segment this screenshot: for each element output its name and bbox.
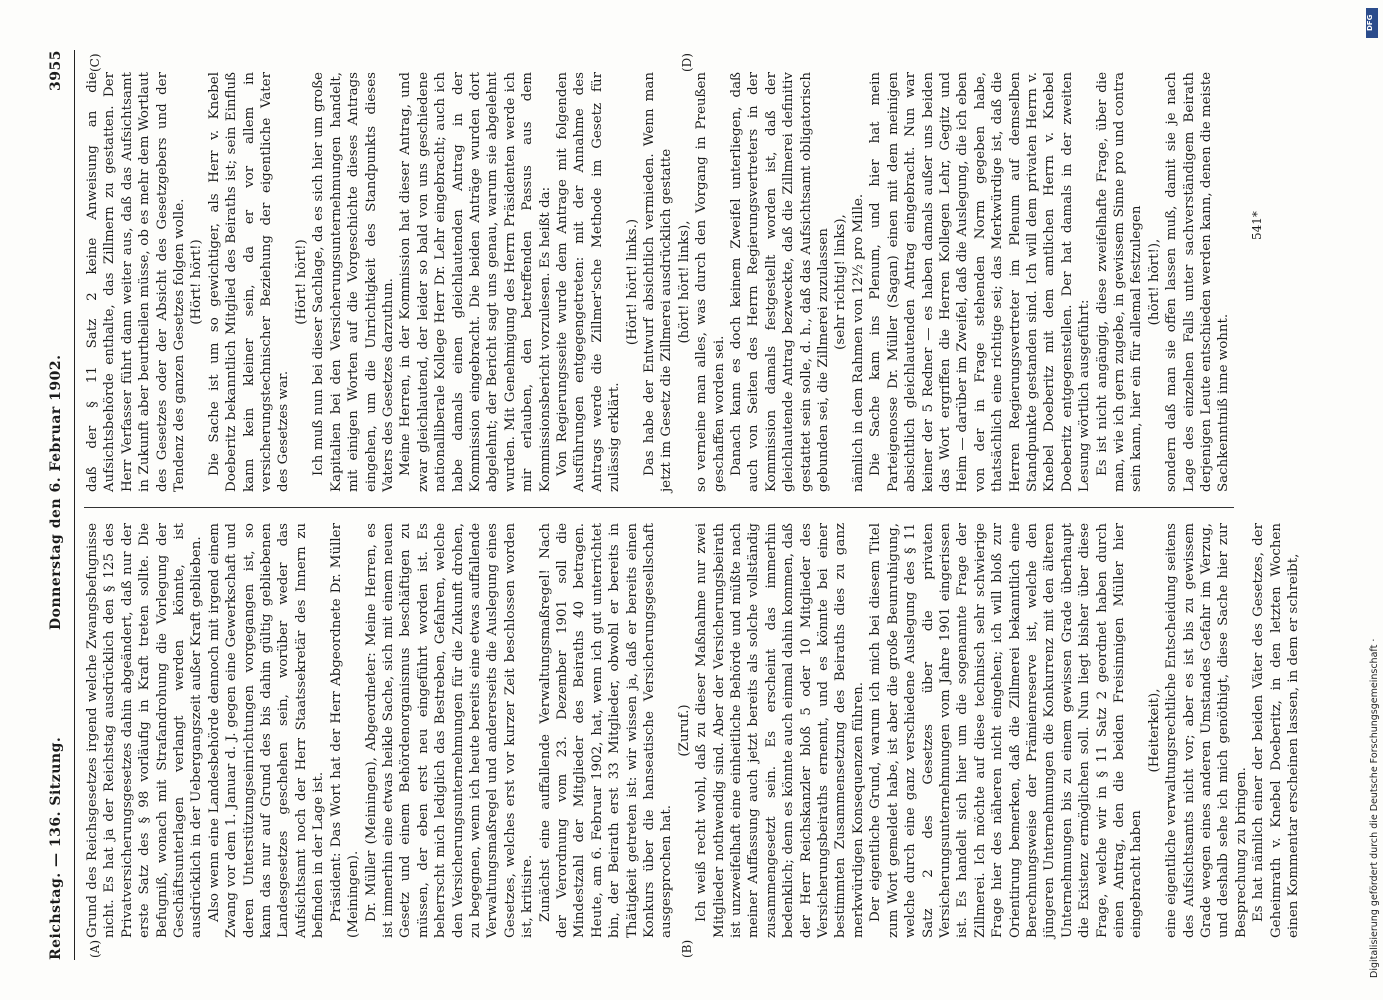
interjection: (Heiterkeit),	[1146, 688, 1162, 773]
scanned-page	[40, 50, 1305, 960]
paragraph: nämlich in dem Rahmen von 12½ pro Mille.	[850, 193, 866, 492]
interjection: (sehr richtig! links),	[833, 214, 849, 350]
right-column	[84, 72, 1234, 492]
paragraph: Der eigentliche Grund, warum ich mich bei diesem Titel zum Wort gemeldet habe, ist aber die große Beunruhigung, welche durch eine ganz verschiedene Auslegung des § 11 Satz 2 des Gesetzes über die privaten Versicherungsunternehmungen vom Jahre 1901 eingerissen ist. Es handelt sich hier um die sogenannte Frage der Zillmerei. Ich möchte auf diese technisch sehr schwierige Frage hier des näheren nicht eingehen; ich will bloß zur Orientirung bemerken, daß die Zillmerei bekanntlich eine Berechnungsweise der Prämienreserve ist, welche den jüngeren Unternehmungen die Konkurrenz mit den älteren Unternehmungen bis zu einem gewissen Grade überhaupt die Existenz ermöglichen soll. Nun liegt bisher über diese Frage, welche wir in § 11 Satz 2 geordnet haben durch einen Antrag, den die beiden Freisinnigen Müller hier eingebracht haben	[868, 523, 1145, 938]
interjection: (hört! hört!),	[1146, 238, 1162, 326]
paragraph: Zunächst eine auffallende Verwaltungsmaßregel! Nach der Verordnung vom 23. Dezember 1901 soll die Mindestzahl der Mitglieder des Beiraths 40 betragen. Heute, am 6. Februar 1902, hat, wenn ich gut unterrichtet bin, der Beirath erst 33 Mitglieder, obwohl er bereits in Thätigkeit getreten ist: wir wissen ja, daß er bereits einen Konkurs über die hanseatische Versicherungsgesellschaft ausgesprochen hat.	[537, 523, 675, 938]
paragraph: Grund des Reichsgesetzes irgend welche Zwangsbefugnisse nicht. Es hat ja der Reichstag ausdrücklich den § 125 des Privatversicherungsgesetzes dahin abgeändert, daß nur der erste Satz des § 98 vorläufig in Kraft treten sollte. Die Befugniß, wonach mit Strafandrohung die Vorlegung der Geschäftsunterlagen verlangt werden könnte, ist ausdrücklich in der Uebergangszeit außer Kraft geblieben.	[85, 523, 205, 938]
paragraph: Die Sache kam ins Plenum, und hier hat mein Parteigenosse Dr. Müller (Sagan) einen mit dem meinigen absichtlich gleichlautenden Antrag eingebracht. Nun war keiner der 5 Redner — es haben damals außer uns beiden das Wort ergriffen die Herren Kollegen Lehr, Gegitz und Heim — darüber im Zweifel, daß die Auslegung, die ich eben von der in Frage stehenden Norm gegeben habe, thatsächlich eine richtige sei; das Merkwürdige ist, daß die Herren Regierungsvertreter im Plenum auf demselben Standpunkte gestanden sind. Ich will dem privaten Herrn v. Knebel Doeberitz mit dem amtlichen Herrn v. Knebel Doeberitz entgegenstellen. Der hat damals in der zweiten Lesung wörtlich ausgeführt:	[868, 72, 1093, 492]
paragraph: Also wenn eine Landesbehörde dennoch mit irgend einem Zwang vor dem 1. Januar d. J. gegen eine Gewerkschaft und deren Unterstützungseinrichtungen vorgegangen ist, so kann das nur auf Grund des bis dahin gültig gebliebenen Landesgesetzes geschehen sein, worüber weder das Aufsichtsamt noch der Herr Staatssekretär des Innern zu befinden in der Lage ist.	[206, 523, 327, 938]
paragraph: Es hat nämlich einer der beiden Väter des Gesetzes, der Geheimrath v. Knebel Doeberitz, in den letzten Wochen einen Kommentar erscheinen lassen, in dem er schreibt,	[1251, 523, 1302, 938]
margin-marker-d: (D)	[680, 53, 694, 72]
credit-text: Digitalisierung gefördert durch die Deutsche Forschungsgemeinschaft ·	[1369, 638, 1380, 978]
paragraph: daß der § 11 Satz 2 keine Anweisung an die Aufsichtsbehörde enthalte, das Zillmern zu gestatten. Der Herr Verfasser führt dann weiter aus, daß das Aufsichtsamt in Zukunft aber beurtheilen müsse, ob es mehr dem Wortlaut des Gesetzes oder der Absicht des Gesetzgebers und der Tendenz des ganzen Gesetzes folgen wolle.	[85, 72, 188, 492]
paragraph: Ich weiß recht wohl, daß zu dieser Maßnahme nur zwei Mitglieder nothwendig sind. Aber der Versicherungsbeirath ist unzweifelhaft eine einheitliche Behörde und müßte nach meiner Auffassung auch jetzt bereits als solche vollständig zusammengesetzt sein. Es erscheint das immerhin bedenklich; denn es könnte auch einmal dahin kommen, daß der Herr Reichskanzler bloß 5 oder 10 Mitglieder des Versicherungsbeiraths ernennt, und es könnte bei einer bestimmten Zusammensetzung des Beiraths dies zu ganz merkwürdigen Konsequenzen führen.	[694, 523, 866, 938]
margin-marker-b: (B)	[680, 939, 694, 958]
paragraph: Ich muß nun bei dieser Sachlage, da es sich hier um große Kapitalien bei den Versicherungsunternehmungen handelt, mit einigen Worten auf die Vorgeschichte dieses Antrags eingehen, um die Unrichtigkeit des Standpunkts dieses Vaters des Gesetzes darzuthun.	[311, 72, 396, 492]
paragraph: Präsident: Das Wort hat der Herr Abgeordnete Dr. Müller (Meiningen).	[328, 523, 362, 938]
header-rule	[74, 50, 75, 960]
interjection: (Hört! hört!)	[293, 239, 309, 325]
paragraph: eine eigentliche verwaltungsrechtliche Entscheidung seitens des Aufsichtsamts nicht vor; aber es ist bis zu gewissem Grade wegen eines anderen Umstandes Gefahr im Verzug, und deshalb sehe ich mich genöthigt, diese Sache hier zur Besprechung zu bringen.	[1164, 523, 1249, 938]
paragraph: Meine Herren, in der Kommission hat dieser Antrag, und zwar gleichlautend, der leider so bald von uns geschiedene nationalliberale Kollege Herr Dr. Lehr eingebracht; auch ich habe damals einen gleichlautenden Antrag in der Kommission eingebracht. Die beiden Anträge wurden dort abgelehnt; der Bericht sagt uns genau, warum sie abgelehnt wurden. Mit Genehmigung des Herrn Präsidenten werde ich mir erlauben, den betreffenden Passus aus dem Kommissionsbericht vorzulesen. Es heißt da:	[398, 72, 553, 492]
interjection: (hört! hört! links),	[676, 220, 692, 344]
column-rule	[84, 507, 1234, 508]
paragraph: Die Sache ist um so gewichtiger, als Herr v. Knebel Doeberitz bekanntlich Mitglied des Beiraths ist; sein Einfluß kann kein kleiner sein, da er vor allem in versicherungstechnischer Beziehung der eigentliche Vater des Gesetzes war.	[206, 72, 292, 492]
interjection: (Hört! hört! links.)	[624, 218, 640, 346]
interjection: (Zuruf.)	[676, 704, 692, 757]
paragraph: Von Regierungsseite wurde dem Antrage mit folgenden Ausführungen entgegengetreten: mit der Annahme des Antrags werde die Zillmer'sche Methode im Gesetz für zulässig erklärt.	[554, 72, 623, 492]
margin-marker-c: (C)	[88, 53, 102, 72]
digitization-credit	[1347, 10, 1380, 990]
paragraph: Danach kann es doch keinem Zweifel unterliegen, daß auch von Seiten des Herrn Regierungsvertreters in der Kommission damals festgestellt worden ist, daß der gleichlautende Antrag bezweckte, daß die Zillmerei definitiv gestattet sein solle, d. h., daß das Aufsichtsamt obligatorisch gebunden sei, die Zillmerei zuzulassen	[729, 72, 832, 492]
margin-marker-a: (A)	[88, 939, 102, 958]
folio-number: 541*	[1250, 211, 1264, 240]
paragraph: sondern daß man sie offen lassen muß, damit sie je nach Lage des einzelnen Falls unter sachverständigem Beirath derjenigen Leute entschieden werden kann, denen die meiste Sachkenntniß inne wohnt.	[1164, 72, 1232, 492]
dfg-logo: DFG	[1366, 8, 1378, 38]
left-column	[84, 523, 1302, 938]
header-date: Donnerstag den 6. Februar 1902.	[48, 354, 64, 630]
page-number: 3955	[48, 50, 64, 91]
paragraph: so verneine man alles, was durch den Vorgang in Preußen geschaffen worden sei.	[694, 72, 727, 492]
paragraph: Das habe der Entwurf absichtlich vermieden. Wenn man jetzt im Gesetz die Zillmerei ausdrücklich gestatte	[642, 72, 675, 492]
interjection: (Hört! hört!)	[189, 239, 205, 325]
paragraph: Dr. Müller (Meiningen), Abgeordneter: Meine Herren, es ist immerhin eine etwas heikle Sache, sich mit einem neuen Gesetz und einem Behördenorganismus beschäftigen zu müssen, der eben erst neu eingeführt worden ist. Es beherrscht mich lediglich das Bestreben, Gefahren, welche den Versicherungsunternehmungen für die Zukunft drohen, zu begegnen, wenn ich heute bereits eine etwas auffallende Verwaltungsmaßregel und andererseits die Auslegung eines Gesetzes, welches erst vor kurzer Zeit beschlossen worden ist, kritisire.	[363, 523, 536, 938]
paragraph: Es ist nicht angängig, diese zweifelhafte Frage, über die man, wie ich gern zugebe, in gewissem Sinne pro und contra sein kann, hier ein für allemal festzulegen	[1094, 72, 1145, 492]
header-left: Reichstag. — 136. Sitzung.	[48, 736, 64, 960]
